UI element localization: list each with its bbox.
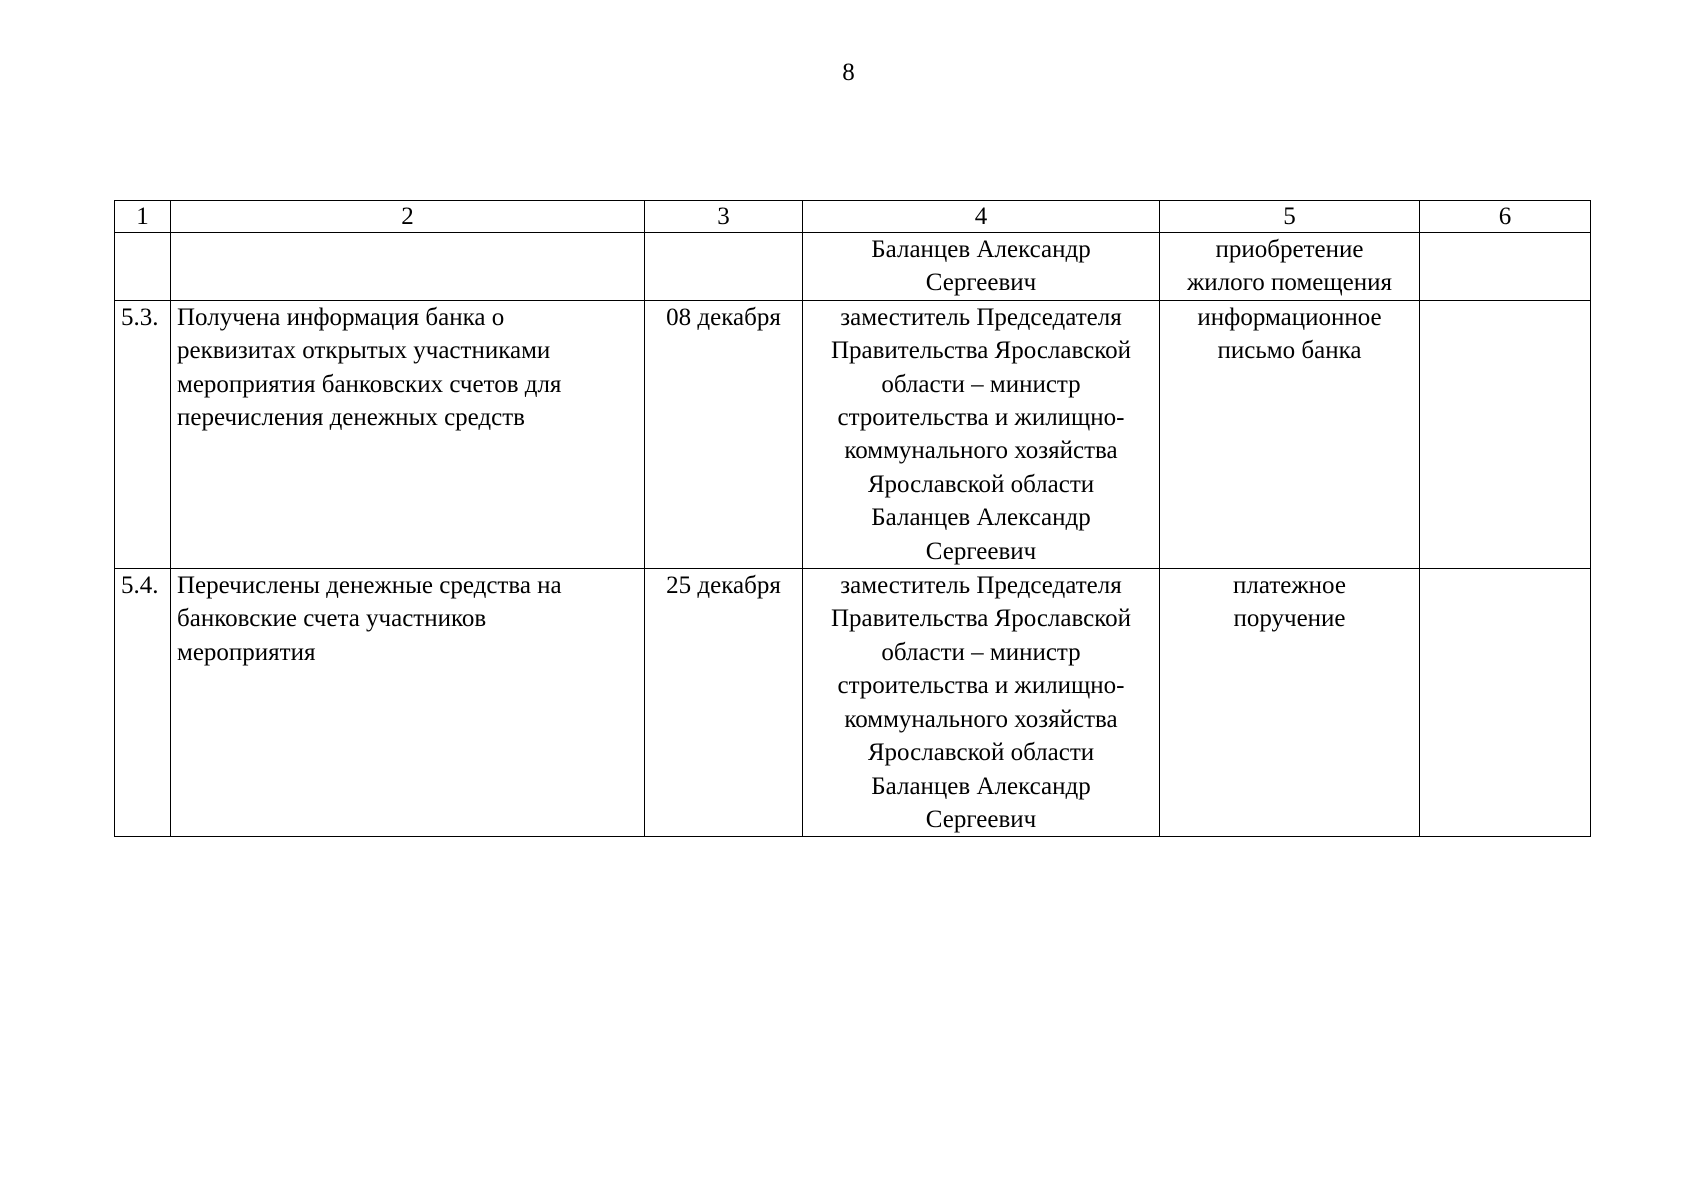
event-line: реквизитах открытых участниками — [177, 337, 551, 365]
responsible-line: Правительства Ярославской — [830, 337, 1132, 365]
responsible-line: строительства и жилищно- — [837, 672, 1125, 700]
event-cell — [171, 300, 645, 568]
event-line: банковские счета участников — [177, 605, 487, 633]
responsible-line: Сергеевич — [925, 805, 1037, 833]
date-cell: 08 декабря — [645, 300, 803, 568]
column-header: 6 — [1420, 201, 1591, 233]
event-line: перечисления денежных средств — [177, 404, 525, 432]
row-number-cell: 5.4. — [115, 569, 171, 837]
result-cell — [1160, 569, 1420, 837]
result-line: приобретение — [1215, 236, 1364, 263]
event-line: Перечислены денежные средства на — [177, 572, 562, 600]
responsible-line: Сергеевич — [925, 269, 1037, 297]
responsible-line: заместитель Председателя — [840, 303, 1122, 331]
result-line: письмо банка — [1217, 337, 1362, 365]
event-cell — [171, 233, 645, 301]
column-header: 5 — [1160, 201, 1420, 233]
responsible-line: области – министр — [881, 370, 1081, 398]
column-header: 4 — [803, 201, 1160, 233]
date-cell: 25 декабря — [645, 569, 803, 837]
responsible-line: области – министр — [881, 638, 1081, 666]
row-number-cell: 5.3. — [115, 300, 171, 568]
event-line: мероприятия — [177, 638, 316, 666]
note-cell — [1420, 233, 1591, 301]
result-line: информационное — [1197, 303, 1382, 331]
event-cell — [171, 569, 645, 837]
column-header: 1 — [115, 201, 171, 233]
result-cell — [1160, 233, 1420, 301]
column-header: 3 — [645, 201, 803, 233]
responsible-line: Сергеевич — [925, 537, 1037, 565]
table-row — [115, 233, 1591, 301]
result-line: жилого помещения — [1187, 269, 1392, 297]
event-line: мероприятия банковских счетов для — [177, 370, 562, 398]
responsible-line: Правительства Ярославской — [830, 605, 1132, 633]
responsible-line: Ярославской области — [867, 470, 1095, 498]
row-number-cell — [115, 233, 171, 301]
responsible-cell — [803, 569, 1160, 837]
responsible-line: Баланцев Александр — [871, 504, 1091, 532]
responsible-line: Баланцев Александр — [871, 772, 1091, 800]
table-row — [115, 300, 1591, 568]
responsible-line: заместитель Председателя — [840, 572, 1122, 600]
note-cell — [1420, 300, 1591, 568]
responsible-cell — [803, 233, 1160, 301]
responsible-line: строительства и жилищно- — [837, 404, 1125, 432]
result-line: поручение — [1233, 605, 1346, 633]
event-line: Получена информация банка о — [177, 303, 505, 331]
page-number: 8 — [842, 59, 855, 86]
table-row — [115, 569, 1591, 837]
result-line: платежное — [1233, 572, 1346, 600]
responsible-line: коммунального хозяйства — [844, 437, 1118, 465]
responsible-line: коммунального хозяйства — [844, 705, 1118, 733]
responsible-cell — [803, 300, 1160, 568]
table-header-row — [115, 201, 1591, 233]
date-cell — [645, 233, 803, 301]
responsible-line: Ярославской области — [867, 739, 1095, 767]
schedule-table — [114, 200, 1591, 837]
result-cell — [1160, 300, 1420, 568]
column-header: 2 — [171, 201, 645, 233]
responsible-line: Баланцев Александр — [871, 236, 1091, 263]
note-cell — [1420, 569, 1591, 837]
